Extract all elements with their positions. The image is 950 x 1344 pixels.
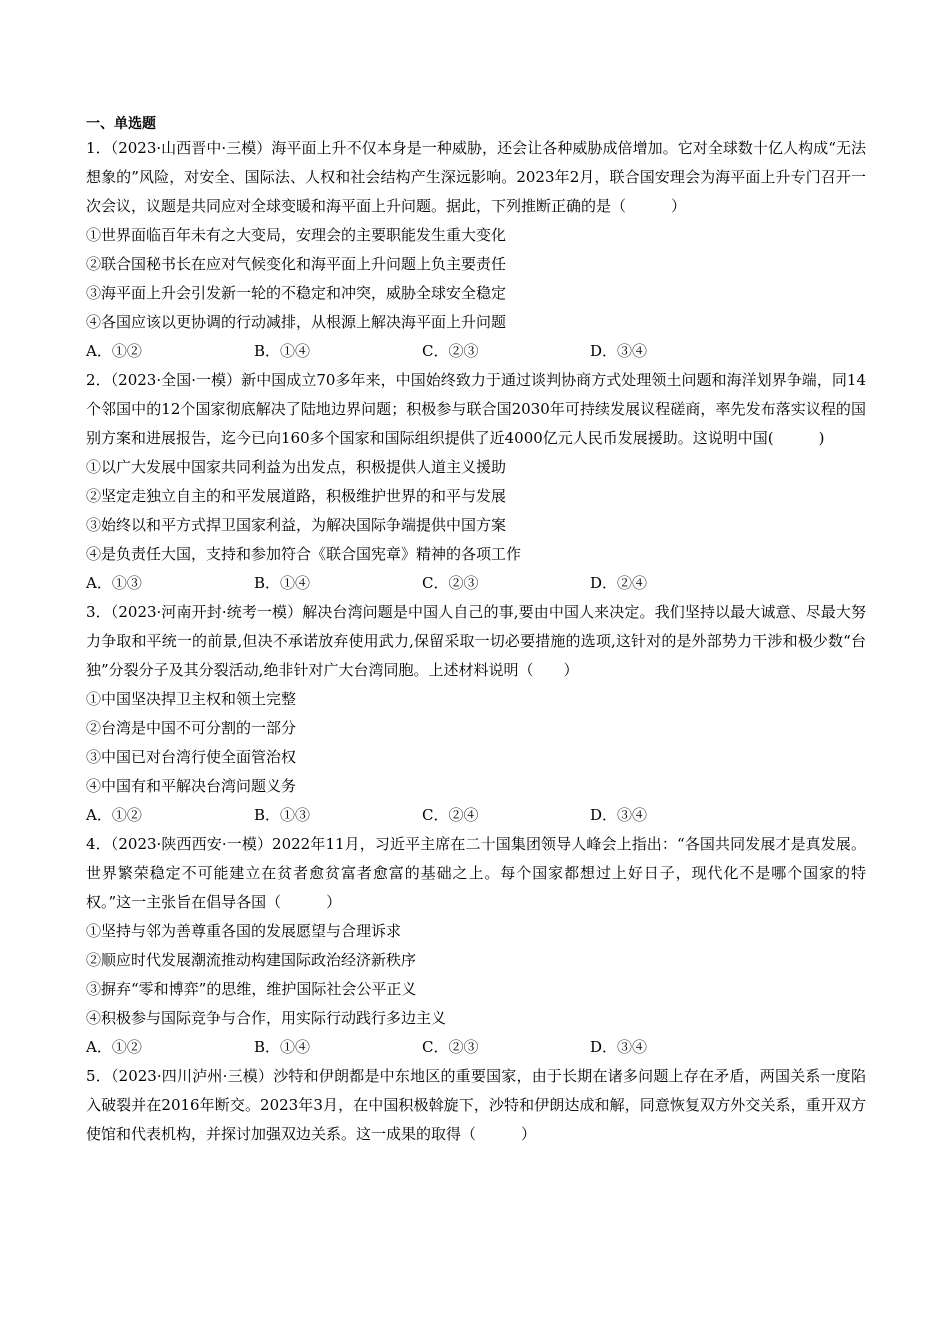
answer-choices [86, 801, 866, 830]
choice-d: D．②④ [590, 574, 648, 592]
choice-c: C．②④ [422, 806, 479, 824]
choice-b: B．①④ [254, 574, 311, 592]
statement-option: ③中国已对台湾行使全面管治权 [86, 748, 297, 766]
choice-b: B．①④ [254, 342, 311, 360]
section-title: 一、单选题 [86, 116, 156, 132]
choice-a: A．①② [86, 806, 142, 824]
answer-choices [86, 569, 866, 598]
statement-option: ②联合国秘书长在应对气候变化和海平面上升问题上负主要责任 [86, 255, 507, 273]
question-stem: 1．（2023·山西晋中·三模）海平面上升不仅本身是一种威胁，还会让各种威胁成倍增加。它对全球数十亿人构成“无法想象的”风险，对安全、国际法、人权和社会结构产生深远影响。2023年2月，联合国安理会为海平面上升专门召开一次会议，议题是共同应对全球变暖和海平面上升问题。据此，下列推断正确的是（ ） [86, 139, 866, 215]
question-2 [86, 366, 866, 598]
choice-a: A．①③ [86, 574, 142, 592]
exam-page [86, 114, 866, 1149]
statement-option: ④积极参与国际竞争与合作，用实际行动践行多边主义 [86, 1009, 447, 1027]
statement-option: ③始终以和平方式捍卫国家利益，为解决国际争端提供中国方案 [86, 516, 507, 534]
choice-c: C．②③ [422, 1038, 479, 1056]
answer-choices [86, 337, 866, 366]
answer-choices [86, 1033, 866, 1062]
choice-a: A．①② [86, 342, 142, 360]
choice-d: D．③④ [590, 342, 648, 360]
statement-option: ①世界面临百年未有之大变局，安理会的主要职能发生重大变化 [86, 226, 507, 244]
choice-d: D．③④ [590, 1038, 648, 1056]
statement-option: ④是负责任大国，支持和参加符合《联合国宪章》精神的各项工作 [86, 545, 522, 563]
statement-option: ④各国应该以更协调的行动减排，从根源上解决海平面上升问题 [86, 313, 507, 331]
choice-b: B．①③ [254, 806, 311, 824]
question-stem: 2．（2023·全国·一模）新中国成立70多年来，中国始终致力于通过谈判协商方式处理领土问题和海洋划界争端，同14个邻国中的12个国家彻底解决了陆地边界问题；积极参与联合国2030年可持续发展议程磋商，率先发布落实议程的国别方案和进展报告，迄今已向160多个国家和国际组织提供了近4000亿元人民币发展援助。这说明中国( ) [86, 371, 866, 447]
statement-option: ②顺应时代发展潮流推动构建国际政治经济新秩序 [86, 951, 417, 969]
choice-a: A．①② [86, 1038, 142, 1056]
statement-option: ①坚持与邻为善尊重各国的发展愿望与合理诉求 [86, 922, 402, 940]
question-stem: 5．（2023·四川泸州·三模）沙特和伊朗都是中东地区的重要国家，由于长期在诸多问题上存在矛盾，两国关系一度陷入破裂并在2016年断交。2023年3月，在中国积极斡旋下，沙特和伊朗达成和解，同意恢复双方外交关系，重开双方使馆和代表机构，并探讨加强双边关系。这一成果的取得（ ） [86, 1067, 866, 1143]
statement-option: ④中国有和平解决台湾问题义务 [86, 777, 297, 795]
question-3 [86, 598, 866, 830]
question-stem: 3．（2023·河南开封·统考一模）解决台湾问题是中国人自己的事,要由中国人来决定。我们坚持以最大诚意、尽最大努力争取和平统一的前景,但决不承诺放弃使用武力,保留采取一切必要措施的选项,这针对的是外部势力干涉和极少数“台独”分裂分子及其分裂活动,绝非针对广大台湾同胞。上述材料说明（ ） [86, 603, 866, 679]
question-stem: 4．（2023·陕西西安·一模）2022年11月，习近平主席在二十国集团领导人峰会上指出：“各国共同发展才是真发展。世界繁荣稳定不可能建立在贫者愈贫富者愈富的基础之上。每个国家都想过上好日子，现代化不是哪个国家的特权。”这一主张旨在倡导各国（ ） [86, 835, 866, 911]
statement-option: ③海平面上升会引发新一轮的不稳定和冲突，威胁全球安全稳定 [86, 284, 507, 302]
choice-b: B．①④ [254, 1038, 311, 1056]
statement-option: ②坚定走独立自主的和平发展道路，积极维护世界的和平与发展 [86, 487, 507, 505]
choice-c: C．②③ [422, 574, 479, 592]
choice-d: D．③④ [590, 806, 648, 824]
question-5 [86, 1062, 866, 1149]
choice-c: C．②③ [422, 342, 479, 360]
statement-option: ②台湾是中国不可分割的一部分 [86, 719, 297, 737]
question-1 [86, 134, 866, 366]
statement-option: ①中国坚决捍卫主权和领土完整 [86, 690, 297, 708]
question-4 [86, 830, 866, 1062]
statement-option: ③摒弃“零和博弈”的思维，维护国际社会公平正义 [86, 980, 417, 998]
statement-option: ①以广大发展中国家共同利益为出发点，积极提供人道主义援助 [86, 458, 507, 476]
